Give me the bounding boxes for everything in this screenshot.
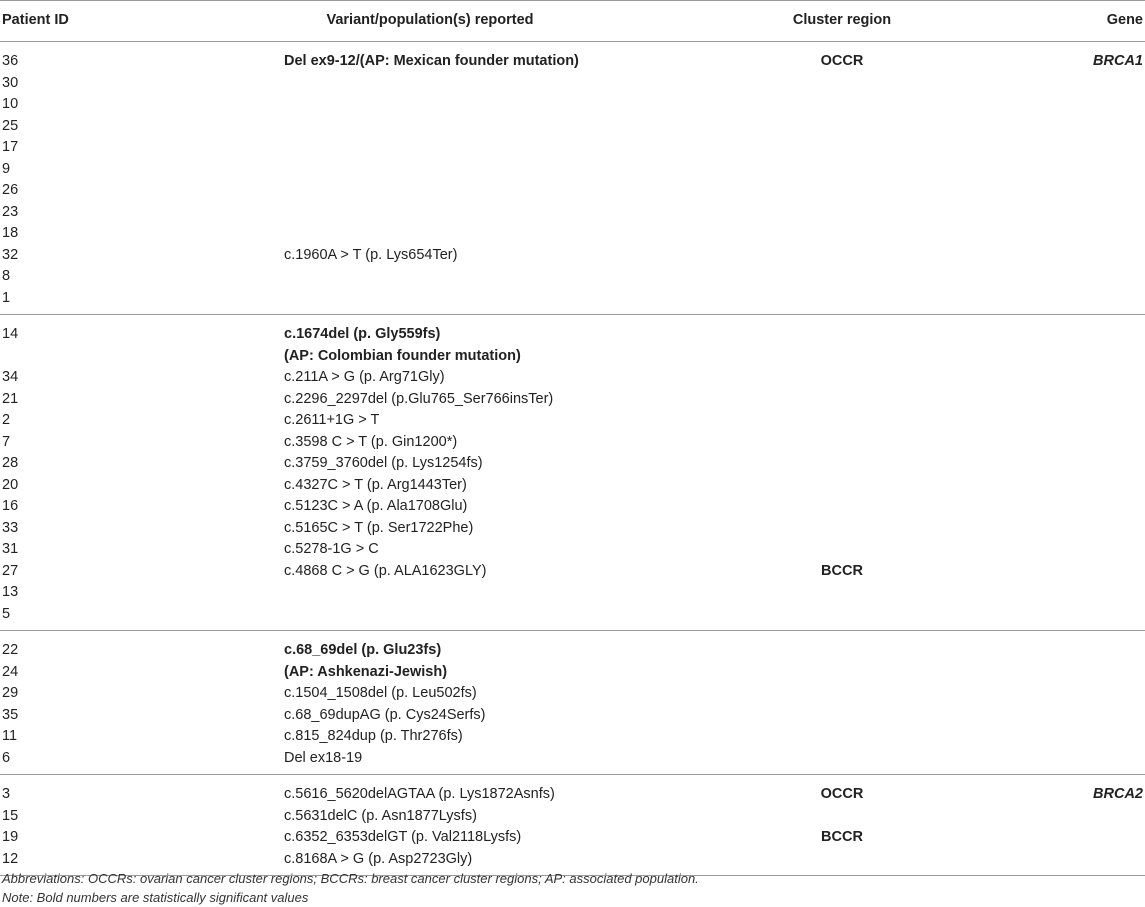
table-row (0, 582, 1145, 604)
patient-id-cell: 14 (2, 326, 19, 342)
variant-cell: c.5165C > T (p. Ser1722Phe) (284, 519, 474, 536)
variant-cell: c.3759_3760del (p. Lys1254fs) (284, 455, 483, 471)
patient-id-cell: 31 (2, 541, 19, 557)
table-row (0, 159, 1145, 181)
table-row (0, 539, 1145, 561)
variant-cell: c.68_69dupAG (p. Cys24Serfs) (284, 706, 486, 723)
table-row (0, 453, 1145, 475)
table-body (0, 42, 1145, 876)
abbreviations-footnote: Abbreviations: OCCRs: ovarian cancer cluster regions; BCCRs: breast cancer cluster regions; AP: associated population. (2, 871, 699, 886)
patient-id-cell: 9 (2, 160, 11, 177)
patient-id-cell: 27 (2, 562, 19, 579)
header-cluster-region: Cluster region (792, 12, 892, 28)
table-row (0, 748, 1145, 770)
variant-cell: c.4868 C > G (p. ALA1623GLY) (284, 562, 487, 579)
table-row (0, 683, 1145, 705)
variant-cell: c.5631delC (p. Asn1877Lysfs) (284, 807, 477, 824)
patient-id-cell: 28 (2, 455, 19, 471)
gene-cell: BRCA1 (1093, 53, 1143, 69)
row-group (0, 775, 1145, 876)
variant-cell: Del ex9-12/(AP: Mexican founder mutation) (284, 53, 579, 69)
table-row (0, 346, 1145, 368)
variant-cell: c.2296_2297del (p.Glu765_Ser766insTer) (284, 390, 554, 407)
variant-cell: c.211A > G (p. Arg71Gly) (284, 369, 445, 385)
table-row (0, 849, 1145, 871)
table-row (0, 705, 1145, 727)
patient-id-cell: 36 (2, 53, 19, 69)
patient-id-cell: 24 (2, 663, 19, 680)
patient-id-cell: 5 (2, 605, 11, 622)
variant-cell: c.4327C > T (p. Arg1443Ter) (284, 476, 467, 493)
variant-cell: (AP: Colombian founder mutation) (284, 347, 521, 364)
table-row (0, 116, 1145, 138)
table-row (0, 266, 1145, 288)
cluster-region-cell: BCCR (821, 562, 863, 579)
table-header (0, 0, 1145, 42)
patient-id-cell: 13 (2, 584, 19, 600)
patient-id-cell: 20 (2, 476, 19, 493)
patient-id-cell: 29 (2, 685, 19, 701)
patient-id-cell: 30 (2, 74, 19, 91)
patient-id-cell: 1 (2, 289, 11, 306)
table-row (0, 432, 1145, 454)
patient-id-cell: 25 (2, 117, 19, 134)
patient-id-cell: 8 (2, 268, 11, 284)
table-row (0, 496, 1145, 518)
patient-id-cell: 10 (2, 96, 19, 112)
patient-id-cell: 23 (2, 203, 19, 220)
patient-id-cell: 26 (2, 182, 19, 198)
patient-id-cell: 21 (2, 390, 19, 407)
patient-id-cell: 11 (2, 728, 18, 744)
table-row (0, 561, 1145, 583)
patient-id-cell: 2 (2, 412, 11, 428)
variant-cell: c.68_69del (p. Glu23fs) (284, 642, 442, 658)
patient-id-cell: 18 (2, 225, 19, 241)
table-row (0, 51, 1145, 73)
note-footnote: Note: Bold numbers are statistically significant values (2, 890, 309, 905)
variant-cell: c.5616_5620delAGTAA (p. Lys1872Asnfs) (284, 786, 555, 802)
variant-cell: c.5123C > A (p. Ala1708Glu) (284, 498, 468, 514)
table-row (0, 475, 1145, 497)
variant-cell: c.815_824dup (p. Thr276fs) (284, 728, 463, 744)
table-row (0, 94, 1145, 116)
patient-id-cell: 17 (2, 139, 19, 155)
row-group (0, 315, 1145, 631)
table-row (0, 784, 1145, 806)
gene-cell: BRCA2 (1093, 786, 1143, 802)
patient-id-cell: 7 (2, 433, 11, 450)
table-row (0, 137, 1145, 159)
variant-cell: c.2611+1G > T (284, 412, 380, 428)
header-gene: Gene (1106, 12, 1143, 28)
patient-id-cell: 35 (2, 706, 19, 723)
table-row (0, 604, 1145, 626)
table-row (0, 518, 1145, 540)
variant-cell: c.1960A > T (p. Lys654Ter) (284, 246, 458, 263)
cluster-region-cell: OCCR (820, 53, 864, 69)
table-row (0, 726, 1145, 748)
patient-id-cell: 19 (2, 829, 19, 845)
table-row (0, 73, 1145, 95)
table-row (0, 367, 1145, 389)
table-row (0, 180, 1145, 202)
table-row (0, 202, 1145, 224)
cluster-region-cell: BCCR (821, 829, 863, 845)
table-row (0, 324, 1145, 346)
table-row (0, 245, 1145, 267)
table-row (0, 640, 1145, 662)
row-group (0, 42, 1145, 315)
patient-id-cell: 12 (2, 850, 19, 867)
variant-cell: (AP: Ashkenazi-Jewish) (284, 663, 448, 680)
patient-id-cell: 22 (2, 642, 19, 658)
table-row (0, 288, 1145, 310)
header-variant: Variant/population(s) reported (326, 12, 534, 28)
variant-cell: c.8168A > G (p. Asp2723Gly) (284, 850, 473, 867)
patient-id-cell: 34 (2, 369, 19, 385)
patient-id-cell: 16 (2, 498, 19, 514)
row-group (0, 631, 1145, 775)
cluster-region-cell: OCCR (820, 786, 864, 802)
header-patient-id: Patient ID (2, 12, 69, 28)
patient-id-cell: 33 (2, 519, 19, 536)
variant-cell: c.6352_6353delGT (p. Val2118Lysfs) (284, 829, 522, 845)
patient-id-cell: 6 (2, 749, 11, 766)
patient-id-cell: 15 (2, 807, 19, 824)
variant-cell: c.1674del (p. Gly559fs) (284, 326, 441, 342)
patient-id-cell: 3 (2, 786, 11, 802)
table-row (0, 410, 1145, 432)
variant-cell: Del ex18-19 (284, 749, 363, 766)
table-row (0, 806, 1145, 828)
table-row (0, 223, 1145, 245)
variant-cell: c.1504_1508del (p. Leu502fs) (284, 685, 477, 701)
table-row (0, 662, 1145, 684)
variant-cell: c.3598 C > T (p. Gin1200*) (284, 433, 458, 450)
patient-id-cell: 32 (2, 246, 19, 263)
variant-cell: c.5278-1G > C (284, 541, 379, 557)
table-row (0, 389, 1145, 411)
table-row (0, 827, 1145, 849)
